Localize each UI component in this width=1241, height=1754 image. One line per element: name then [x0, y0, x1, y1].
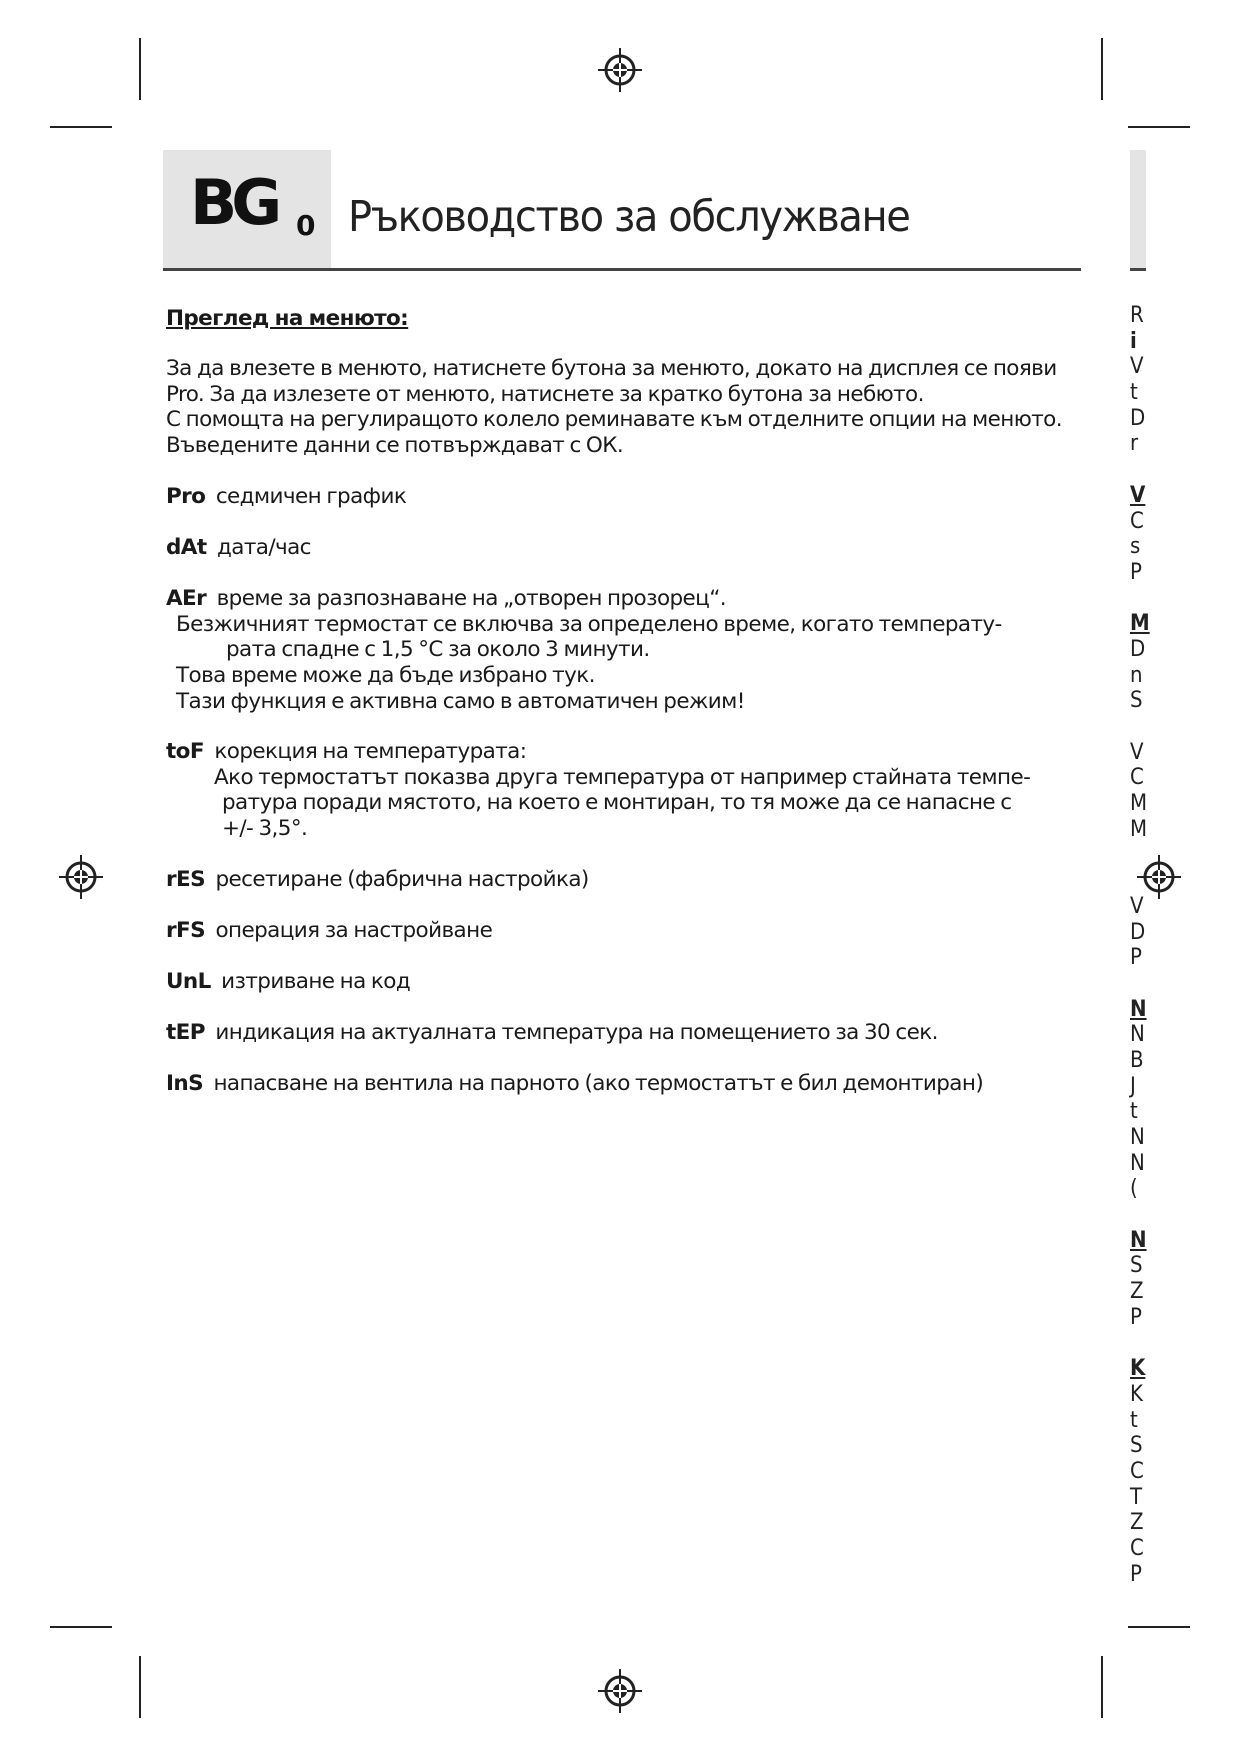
next-page-letter: D	[1130, 919, 1146, 945]
menu-entry-aer	[166, 586, 1002, 715]
next-page-letter: N	[1130, 1150, 1145, 1176]
next-page-letter: C	[1130, 1536, 1144, 1561]
language-code-suffix: 0	[296, 209, 316, 242]
menu-entry-rfs	[166, 918, 492, 944]
menu-code: dAt	[166, 535, 207, 560]
next-page-letter: D	[1130, 636, 1146, 662]
next-page-letter: N	[1130, 1125, 1145, 1150]
menu-detail-line: ратура поради мястото, на което е монтиран, то тя може да се напасне с	[222, 790, 1012, 816]
next-page-letter	[1130, 714, 1146, 740]
next-page-letter: D	[1130, 405, 1146, 431]
next-page-letter: P	[1130, 945, 1142, 971]
next-page-letter: B	[1130, 1047, 1144, 1073]
menu-description: корекция на температурата:	[214, 739, 527, 764]
next-page-letter	[1130, 1331, 1146, 1357]
menu-entry-res	[166, 867, 589, 893]
menu-detail-line: Безжичният термостат се включва за определено време, когато температу-	[176, 611, 1002, 637]
next-page-letter: P	[1130, 559, 1142, 585]
next-page-letter: C	[1130, 765, 1144, 791]
registration-mark-icon	[57, 853, 105, 901]
menu-description: операция за настройване	[215, 918, 493, 943]
menu-code: Pro	[166, 484, 206, 509]
menu-entry-pro	[166, 484, 406, 510]
next-page-letter: Z	[1130, 1279, 1144, 1305]
next-page-letter	[1130, 1202, 1146, 1228]
next-page-header-rule	[1130, 268, 1146, 271]
next-page-letter: S	[1130, 1433, 1143, 1459]
document-title: Ръководство за обслужване	[348, 192, 910, 242]
menu-description: изтриване на код	[221, 969, 411, 994]
menu-code: rFS	[166, 918, 205, 943]
next-page-letter: P	[1130, 1561, 1142, 1587]
menu-code: InS	[166, 1071, 203, 1096]
menu-entry-tep	[166, 1020, 938, 1046]
next-page-letter: S	[1130, 688, 1143, 714]
intro-line: С помощта на регулиращото колело реминавате към отделните опции на менюто.	[166, 407, 1062, 433]
intro-line: За да влезете в менюто, натиснете бутона за менюто, докато на дисплея се появи	[166, 356, 1057, 381]
menu-entry-tof	[166, 739, 1030, 842]
next-page-letter: N	[1130, 996, 1147, 1022]
menu-entry-unl	[166, 969, 410, 995]
crop-mark-top-left-vertical	[139, 38, 141, 100]
next-page-letter: Z	[1130, 1510, 1144, 1536]
next-page-letter	[1130, 868, 1146, 894]
next-page-letter: C	[1130, 508, 1144, 534]
menu-detail-line: +/- 3,5°.	[222, 816, 308, 842]
next-page-letter	[1130, 586, 1146, 612]
menu-code: UnL	[166, 969, 211, 994]
next-page-letter: M	[1130, 816, 1148, 842]
section-title: Преглед на менюто:	[166, 306, 409, 331]
next-page-letter: V	[1130, 354, 1144, 380]
crop-mark-bottom-left-horizontal	[50, 1626, 112, 1628]
next-page-letter: V	[1130, 482, 1146, 508]
menu-description: индикация на актуалната температура на помещението за 30 сек.	[215, 1020, 938, 1045]
next-page-letter: N	[1130, 1022, 1145, 1048]
menu-description: напасване на вентила на парното (ако термостатът е бил демонтиран)	[213, 1071, 984, 1096]
next-page-letter: r	[1130, 431, 1139, 457]
next-page-letter	[1130, 971, 1146, 997]
crop-mark-bottom-right-vertical	[1101, 1656, 1103, 1718]
menu-overview-section	[166, 306, 1086, 1096]
intro-line: Въведените данни се потвърждават с ОК.	[166, 433, 624, 459]
next-page-letter: (	[1130, 1176, 1138, 1202]
menu-description: ресетиране (фабрична настройка)	[215, 867, 589, 892]
menu-entry-ins	[166, 1071, 983, 1097]
menu-description: дата/час	[216, 535, 311, 560]
next-page-letter: P	[1130, 1304, 1142, 1330]
menu-code: tEP	[166, 1020, 205, 1045]
next-page-letter: t	[1130, 1407, 1138, 1433]
next-page-letter: V	[1130, 893, 1144, 919]
crop-mark-bottom-left-vertical	[139, 1656, 141, 1718]
next-page-letter: t	[1130, 380, 1138, 406]
next-page-letter: t	[1130, 1099, 1138, 1125]
next-page-language-tab	[1130, 150, 1146, 268]
next-page-letter	[1130, 842, 1146, 868]
menu-detail-line: Ако термостатът показва друга температура от например стайната темпе-	[214, 764, 1031, 790]
header-rule	[163, 268, 1081, 271]
crop-mark-top-right-horizontal	[1128, 126, 1190, 128]
crop-mark-bottom-right-horizontal	[1128, 1626, 1190, 1628]
intro-line: Pro. За да излезете от менюто, натиснете за кратко бутона за небюто.	[166, 381, 924, 407]
crop-mark-top-right-vertical	[1101, 38, 1103, 100]
next-page-letter: s	[1130, 534, 1141, 560]
next-page-letter: J	[1130, 1073, 1136, 1099]
next-page-text-edge	[1130, 303, 1150, 1587]
intro-paragraph	[166, 356, 1062, 459]
next-page-letter: T	[1130, 1484, 1143, 1510]
menu-detail-line: Това време може да бъде избрано тук.	[176, 663, 595, 689]
next-page-letter: N	[1130, 1227, 1147, 1253]
next-page-letter: V	[1130, 739, 1144, 765]
next-page-letter: n	[1130, 662, 1143, 688]
next-page-letter	[1130, 457, 1146, 483]
next-page-letter: K	[1130, 1356, 1146, 1382]
menu-detail-line: Тази функция е активна само в автоматичен режим!	[176, 688, 745, 714]
menu-entry-dat	[166, 535, 311, 561]
menu-code: toF	[166, 739, 204, 764]
next-page-letter: M	[1130, 791, 1148, 817]
next-page-letter: R	[1130, 303, 1144, 328]
menu-code: AEr	[166, 586, 207, 611]
language-code: BG	[190, 166, 277, 239]
registration-mark-icon	[596, 46, 644, 94]
next-page-letter: S	[1130, 1253, 1143, 1279]
next-page-letter: i	[1130, 328, 1137, 354]
menu-code: rES	[166, 867, 205, 892]
next-page-letter: M	[1130, 611, 1150, 637]
registration-mark-icon	[596, 1667, 644, 1715]
next-page-letter: C	[1130, 1458, 1144, 1484]
menu-description: време за разпознаване на „отворен прозорец“.	[216, 586, 726, 611]
menu-detail-line: рата спадне с 1,5 °C за около 3 минути.	[226, 637, 650, 663]
menu-description: седмичен график	[215, 484, 407, 509]
crop-mark-top-left-horizontal	[50, 126, 112, 128]
next-page-letter: K	[1130, 1381, 1143, 1407]
